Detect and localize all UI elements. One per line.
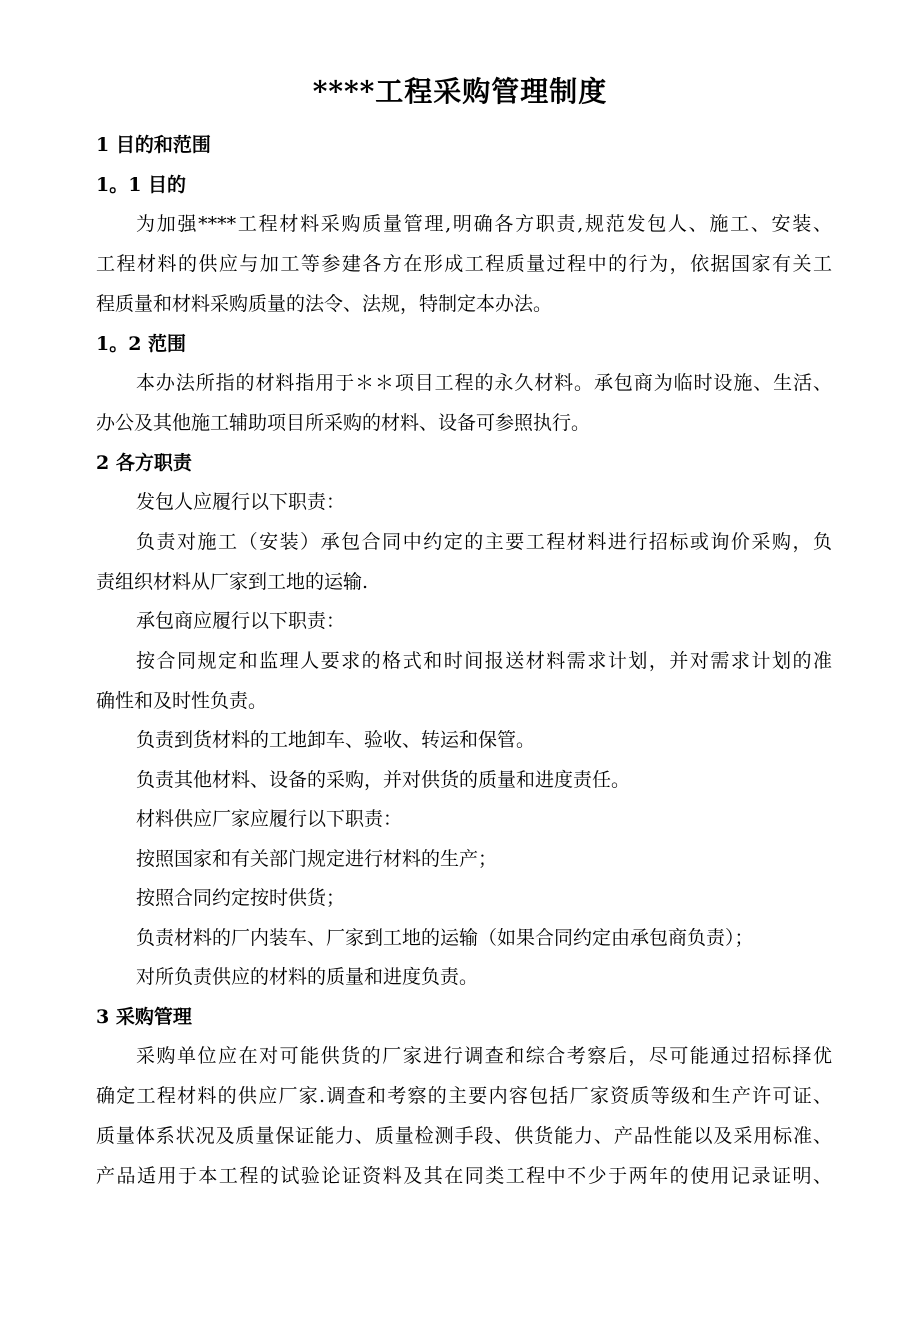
- paragraph-2-a: [96, 482, 832, 522]
- heading-1-2: 1。2 范围: [96, 333, 187, 355]
- paragraph-line: 材料供应厂家应履行以下职责：: [136, 808, 403, 830]
- paragraph-2-f: [96, 760, 832, 800]
- paragraph-line: 负责到货材料的工地卸车、验收、转运和保管。: [136, 729, 536, 751]
- paragraph-2-c: [96, 601, 832, 641]
- paragraph-line: 承包商应履行以下职责：: [136, 610, 346, 632]
- heading-1: 1 目的和范围: [96, 134, 211, 156]
- paragraph-line: 确性和及时性负责。: [96, 690, 268, 712]
- paragraph-1-1: [96, 204, 832, 324]
- paragraph-line: 对所负责供应的材料的质量和进度负责。: [136, 966, 479, 988]
- paragraph-line: 按照合同约定按时供货；: [136, 887, 346, 909]
- paragraph-line: 发包人应履行以下职责：: [136, 491, 346, 513]
- paragraph-line: 采购单位应在对可能供货的厂家进行调查和综合考察后，尽可能通过招标择优: [136, 1045, 832, 1067]
- paragraph-2-g: [96, 799, 832, 839]
- heading-2: 2 各方职责: [96, 452, 192, 474]
- paragraph-line: 按合同规定和监理人要求的格式和时间报送材料需求计划，并对需求计划的准: [136, 650, 832, 672]
- paragraph-1-2: [96, 363, 832, 443]
- paragraph-line: 责组织材料从厂家到工地的运输.: [96, 571, 369, 593]
- paragraph-line: 本办法所指的材料指用于＊＊项目工程的永久材料。承包商为临时设施、生活、: [136, 372, 832, 394]
- paragraph-line: 确定工程材料的供应厂家.调查和考察的主要内容包括厂家资质等级和生产许可证、: [96, 1085, 832, 1107]
- document-title: ****工程采购管理制度: [312, 75, 608, 108]
- paragraph-2-b: [96, 522, 832, 602]
- paragraph-2-h: [96, 839, 832, 879]
- paragraph-3-a: [96, 1036, 832, 1196]
- paragraph-line: 程质量和材料采购质量的法令、法规，特制定本办法。: [96, 293, 553, 315]
- paragraph-line: 产品适用于本工程的试验论证资料及其在同类工程中不少于两年的使用记录证明、: [96, 1165, 832, 1187]
- paragraph-line: 负责对施工（安装）承包合同中约定的主要工程材料进行招标或询价采购，负: [136, 531, 832, 553]
- paragraph-2-j: [96, 918, 832, 958]
- paragraph-line: 为加强****工程材料采购质量管理,明确各方职责,规范发包人、施工、安装、: [136, 213, 832, 235]
- paragraph-line: 质量体系状况及质量保证能力、质量检测手段、供货能力、产品性能以及采用标准、: [96, 1125, 832, 1147]
- paragraph-line: 负责其他材料、设备的采购，并对供货的质量和进度责任。: [136, 769, 631, 791]
- paragraph-line: 办公及其他施工辅助项目所采购的材料、设备可参照执行。: [96, 412, 591, 434]
- paragraph-line: 负责材料的厂内装车、厂家到工地的运输（如果合同约定由承包商负责）；: [136, 927, 754, 949]
- paragraph-2-d: [96, 641, 832, 721]
- heading-3: 3 采购管理: [96, 1006, 192, 1028]
- heading-1-1: 1。1 目的: [96, 174, 187, 196]
- paragraph-2-k: [96, 957, 832, 997]
- paragraph-2-e: [96, 720, 832, 760]
- paragraph-2-i: [96, 878, 832, 918]
- paragraph-line: 按照国家和有关部门规定进行材料的生产；: [136, 848, 498, 870]
- paragraph-line: 工程材料的供应与加工等参建各方在形成工程质量过程中的行为，依据国家有关工: [96, 253, 832, 275]
